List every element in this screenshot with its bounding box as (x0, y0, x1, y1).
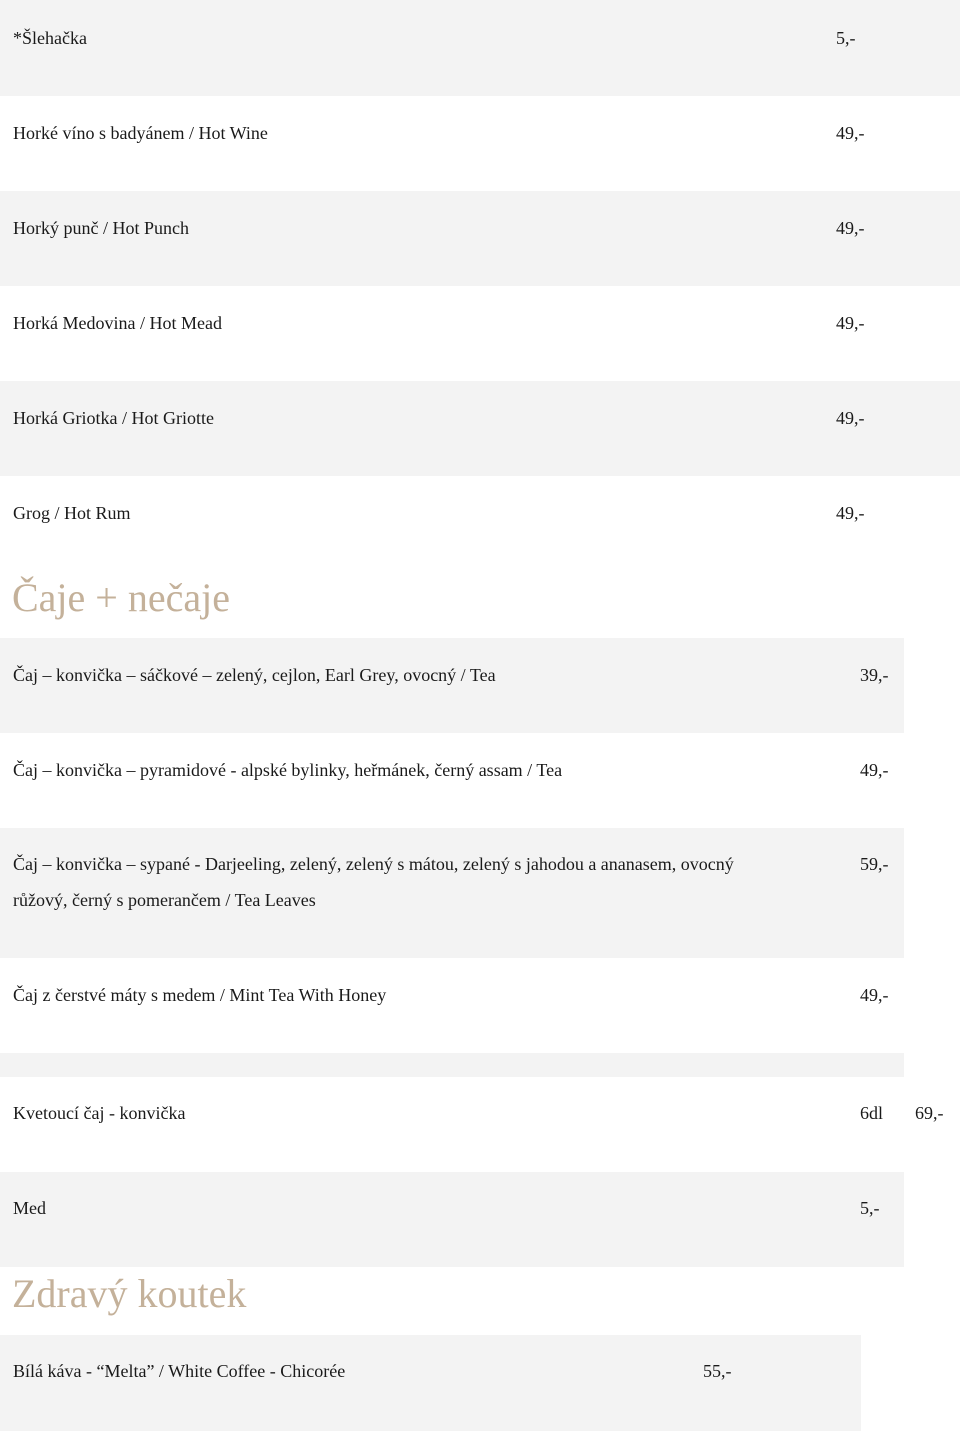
menu-item-name: Med (13, 1198, 46, 1218)
menu-item-price: 49,- (860, 760, 889, 780)
menu-item-name: Čaj – konvička – sypané - Darjeeling, zelený, zelený s mátou, zelený s jahodou a ananasem, ovocný (13, 854, 734, 874)
menu-item-name: Horký punč / Hot Punch (13, 218, 189, 238)
row-band (0, 1172, 904, 1267)
menu-item-volume: 6dl (860, 1103, 884, 1123)
menu-item-name: Bílá káva - “Melta” / White Coffee - Chicorée (13, 1361, 346, 1381)
section-heading: Čaje + nečaje (12, 575, 230, 620)
menu-item-price: 49,- (836, 218, 865, 238)
menu-item-price: 49,- (836, 503, 865, 523)
menu-item-price: 69,- (915, 1103, 944, 1123)
menu-item-name-continuation: růžový, černý s pomerančem / Tea Leaves (13, 890, 316, 910)
menu-item-name: Kvetoucí čaj - konvička (13, 1103, 186, 1123)
menu-item-price: 55,- (703, 1361, 732, 1381)
section-heading: Zdravý koutek (12, 1271, 247, 1316)
menu-item-price: 39,- (860, 665, 889, 685)
menu-item-name: Čaj z čerstvé máty s medem / Mint Tea With Honey (13, 985, 387, 1005)
row-band (0, 1053, 904, 1077)
menu-item-name: Horká Griotka / Hot Griotte (13, 408, 214, 428)
menu-item-price: 5,- (836, 28, 856, 48)
row-band (0, 0, 960, 96)
menu-item-price: 5,- (860, 1198, 880, 1218)
row-band (0, 1335, 861, 1431)
menu-item-price: 49,- (836, 408, 865, 428)
menu-item-price: 49,- (836, 123, 865, 143)
menu-item-price: 59,- (860, 854, 889, 874)
menu-item-name: Horká Medovina / Hot Mead (13, 313, 222, 333)
menu-item-price: 49,- (836, 313, 865, 333)
menu-item-name: Čaj – konvička – sáčkové – zelený, cejlon, Earl Grey, ovocný / Tea (13, 665, 496, 685)
menu-item-price: 49,- (860, 985, 889, 1005)
menu-item-name: *Šlehačka (13, 28, 87, 48)
menu-item-name: Grog / Hot Rum (13, 503, 131, 523)
menu-item-name: Čaj – konvička – pyramidové - alpské bylinky, heřmánek, černý assam / Tea (13, 760, 563, 780)
menu-item-name: Horké víno s badyánem / Hot Wine (13, 123, 268, 143)
